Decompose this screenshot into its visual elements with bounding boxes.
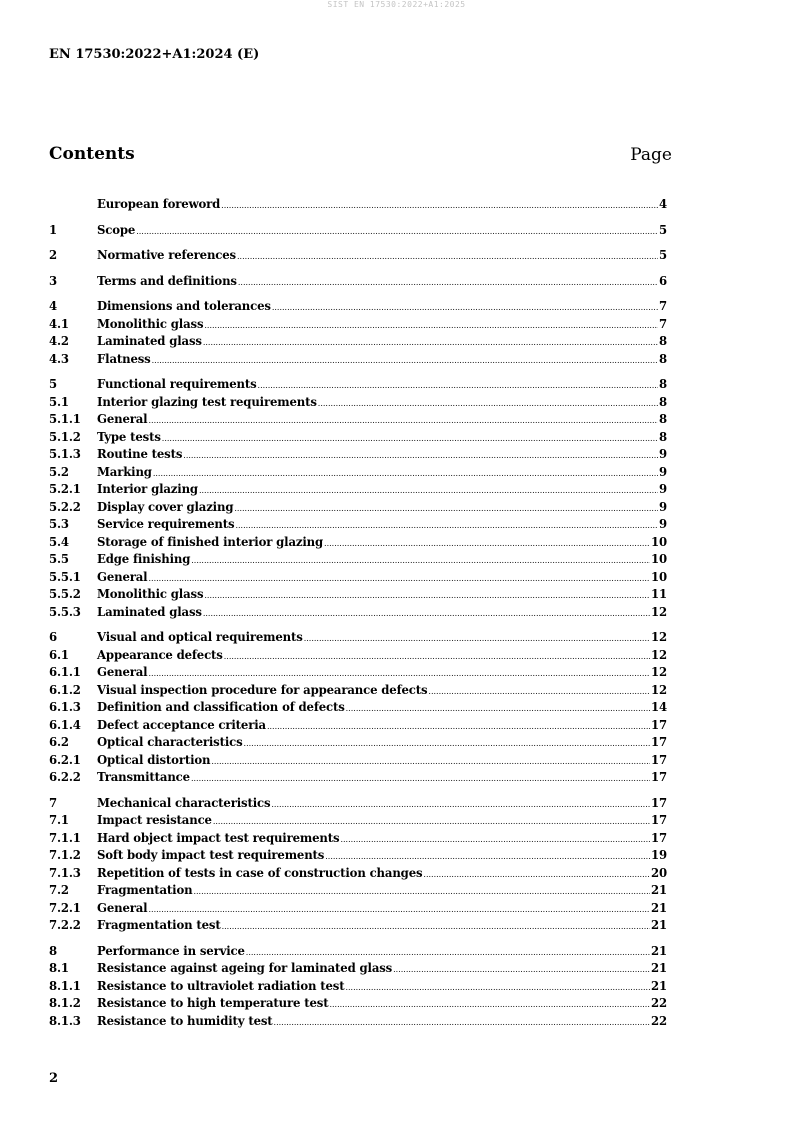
toc-dot-leader xyxy=(428,687,650,696)
toc-entry[interactable] xyxy=(49,447,667,465)
toc-entry-title[interactable]: Edge finishing xyxy=(97,552,191,566)
toc-entry-title[interactable]: Type tests xyxy=(97,429,161,444)
toc-entry-title[interactable]: Normative references xyxy=(97,248,236,262)
toc-entry-title[interactable]: Resistance to humidity test xyxy=(97,1013,273,1028)
toc-entry-number: 8.1.3 xyxy=(49,1013,81,1028)
toc-entry[interactable] xyxy=(49,517,667,535)
toc-entry[interactable] xyxy=(49,1014,667,1032)
toc-entry[interactable] xyxy=(49,395,667,413)
toc-section-group xyxy=(49,630,667,788)
toc-dot-leader xyxy=(211,757,650,766)
toc-entry-number: 7.2.2 xyxy=(49,918,81,932)
toc-entry[interactable] xyxy=(49,813,667,831)
toc-entry[interactable] xyxy=(49,587,667,605)
toc-entry-number: 7.2.1 xyxy=(49,900,81,915)
toc-dot-leader xyxy=(148,669,650,678)
toc-entry-title[interactable]: Functional requirements xyxy=(97,377,257,391)
toc-entry-page[interactable]: 12 xyxy=(651,665,667,679)
toc-entry-number: 5.1.2 xyxy=(49,429,81,444)
toc-entry-title[interactable]: Visual inspection procedure for appearance defects xyxy=(97,682,428,697)
toc-entry-title[interactable]: Soft body impact test requirements xyxy=(97,848,325,862)
toc-entry-title[interactable]: Marking xyxy=(97,464,152,479)
toc-entry-title[interactable]: Resistance to ultraviolet radiation test xyxy=(97,978,345,993)
toc-entry-title[interactable]: Fragmentation xyxy=(97,883,193,897)
toc-entry-number: 6.1.1 xyxy=(49,665,81,679)
toc-entry-title[interactable]: Repetition of tests in case of construction changes xyxy=(97,865,423,880)
toc-entry[interactable] xyxy=(49,718,667,736)
toc-dot-leader xyxy=(345,983,650,992)
toc-dot-leader xyxy=(346,704,650,713)
toc-entry-page[interactable]: 12 xyxy=(651,604,667,619)
toc-entry-page[interactable]: 8 xyxy=(659,334,667,348)
toc-entry-number: 6.1.4 xyxy=(49,717,81,732)
toc-dot-leader xyxy=(238,278,658,287)
toc-entry-number: 5.5.1 xyxy=(49,569,81,584)
toc-entry-page[interactable]: 20 xyxy=(651,865,667,880)
toc-dot-leader xyxy=(162,434,658,443)
toc-entry[interactable] xyxy=(49,979,667,997)
toc-dot-leader xyxy=(246,948,650,957)
toc-entry-number: 6.2.1 xyxy=(49,752,81,767)
toc-dot-leader xyxy=(423,870,650,879)
toc-dot-leader xyxy=(272,303,658,312)
toc-section-group xyxy=(49,377,667,622)
toc-entry-title[interactable]: Defect acceptance criteria xyxy=(97,717,266,732)
toc-entry-number: 6 xyxy=(49,630,57,644)
table-of-contents xyxy=(49,197,667,1031)
toc-entry-page[interactable]: 10 xyxy=(651,534,667,549)
toc-entry-number: 7.1.1 xyxy=(49,830,81,845)
toc-entry-page[interactable]: 17 xyxy=(651,752,667,767)
toc-entry[interactable] xyxy=(49,377,667,395)
toc-dot-leader xyxy=(271,800,650,809)
toc-entry-title[interactable]: General xyxy=(97,665,148,679)
toc-dot-leader xyxy=(191,774,650,783)
toc-entry-number: 4.1 xyxy=(49,316,69,331)
toc-entry[interactable] xyxy=(49,223,667,241)
toc-entry-title[interactable]: Performance in service xyxy=(97,943,245,958)
toc-entry-page[interactable]: 9 xyxy=(659,499,667,514)
toc-entry-page[interactable]: 21 xyxy=(651,900,667,915)
toc-entry-title[interactable]: Visual and optical requirements xyxy=(97,630,303,644)
toc-entry-title[interactable]: Appearance defects xyxy=(97,647,223,662)
toc-dot-leader xyxy=(234,504,658,513)
toc-entry[interactable] xyxy=(49,197,667,215)
toc-entry-page[interactable]: 9 xyxy=(659,447,667,461)
page-column-heading: Page xyxy=(630,145,672,165)
toc-entry[interactable] xyxy=(49,700,667,718)
toc-dot-leader xyxy=(191,556,650,565)
toc-dot-leader xyxy=(304,634,650,643)
toc-entry-title[interactable]: Resistance against ageing for laminated glass xyxy=(97,961,393,975)
toc-entry-title[interactable]: Impact resistance xyxy=(97,813,212,827)
toc-dot-leader xyxy=(136,227,658,236)
toc-entry-number: 5 xyxy=(49,377,57,391)
toc-entry-page[interactable]: 8 xyxy=(659,394,667,409)
toc-entry[interactable] xyxy=(49,248,667,266)
toc-entry-page[interactable]: 8 xyxy=(659,412,667,426)
toc-entry-page[interactable]: 9 xyxy=(659,517,667,531)
toc-entry-page[interactable]: 21 xyxy=(651,961,667,975)
toc-entry[interactable] xyxy=(49,883,667,901)
toc-dot-leader xyxy=(235,521,658,530)
toc-entry-title[interactable]: Storage of finished interior glazing xyxy=(97,534,324,549)
toc-entry-number: 2 xyxy=(49,248,57,262)
toc-dot-leader xyxy=(213,817,650,826)
toc-entry[interactable] xyxy=(49,648,667,666)
toc-entry-number: 1 xyxy=(49,222,57,237)
toc-section-group xyxy=(49,796,667,936)
toc-entry[interactable] xyxy=(49,831,667,849)
toc-entry-number: 7.2 xyxy=(49,883,69,897)
toc-entry-page[interactable]: 11 xyxy=(651,587,667,601)
contents-heading: Contents xyxy=(49,144,135,164)
toc-entry-title[interactable]: Optical characteristics xyxy=(97,735,243,749)
toc-dot-leader xyxy=(329,1000,650,1009)
toc-entry[interactable] xyxy=(49,961,667,979)
toc-dot-leader xyxy=(148,574,650,583)
toc-entry-number: 5.5 xyxy=(49,552,69,566)
toc-dot-leader xyxy=(221,201,658,210)
toc-entry-page[interactable]: 17 xyxy=(651,830,667,845)
toc-entry-page[interactable]: 22 xyxy=(651,996,667,1010)
toc-entry-page[interactable]: 14 xyxy=(651,700,667,714)
toc-entry-title[interactable]: Hard object impact test requirements xyxy=(97,830,340,845)
toc-entry-number: 6.2 xyxy=(49,735,69,749)
toc-entry[interactable] xyxy=(49,735,667,753)
toc-entry[interactable] xyxy=(49,535,667,553)
toc-entry-number: 4 xyxy=(49,299,57,313)
toc-entry-title[interactable]: European foreword xyxy=(97,197,221,211)
toc-entry[interactable] xyxy=(49,918,667,936)
toc-entry-page[interactable]: 21 xyxy=(651,978,667,993)
toc-dot-leader xyxy=(258,381,658,390)
toc-entry[interactable] xyxy=(49,299,667,317)
toc-entry-number: 5.4 xyxy=(49,534,69,549)
toc-entry[interactable] xyxy=(49,412,667,430)
toc-entry[interactable] xyxy=(49,482,667,500)
toc-section-group xyxy=(49,274,667,292)
toc-entry-page[interactable]: 10 xyxy=(651,569,667,584)
toc-entry-title[interactable]: General xyxy=(97,412,148,426)
toc-entry[interactable] xyxy=(49,683,667,701)
toc-entry[interactable] xyxy=(49,274,667,292)
toc-entry[interactable] xyxy=(49,500,667,518)
toc-entry[interactable] xyxy=(49,570,667,588)
toc-entry[interactable] xyxy=(49,317,667,335)
toc-entry-page[interactable]: 17 xyxy=(651,770,667,784)
toc-entry[interactable] xyxy=(49,866,667,884)
toc-dot-leader xyxy=(152,356,658,365)
toc-entry[interactable] xyxy=(49,753,667,771)
toc-dot-leader xyxy=(340,835,650,844)
toc-section-group xyxy=(49,299,667,369)
toc-dot-leader xyxy=(204,591,650,600)
toc-entry-number: 6.2.2 xyxy=(49,770,81,784)
toc-entry-number: 8 xyxy=(49,943,57,958)
toc-entry-number: 4.2 xyxy=(49,334,69,348)
toc-entry-number: 7 xyxy=(49,795,57,810)
toc-entry-title[interactable]: Interior glazing xyxy=(97,482,198,496)
toc-entry[interactable] xyxy=(49,334,667,352)
toc-section-group xyxy=(49,223,667,241)
toc-entry-number: 7.1.3 xyxy=(49,865,81,880)
toc-entry[interactable] xyxy=(49,352,667,370)
toc-entry-number: 5.2.2 xyxy=(49,499,81,514)
toc-entry[interactable] xyxy=(49,605,667,623)
toc-entry-number: 8.1.1 xyxy=(49,978,81,993)
toc-dot-leader xyxy=(203,609,650,618)
toc-entry-title[interactable]: Laminated glass xyxy=(97,334,202,348)
toc-entry-page[interactable]: 17 xyxy=(651,813,667,827)
toc-entry-page[interactable]: 5 xyxy=(659,222,667,237)
toc-entry-title[interactable]: General xyxy=(97,569,148,584)
toc-entry-number: 6.1 xyxy=(49,647,69,662)
toc-entry-number: 6.1.2 xyxy=(49,682,81,697)
toc-entry-title[interactable]: Display cover glazing xyxy=(97,499,234,514)
toc-dot-leader xyxy=(203,338,658,347)
toc-dot-leader xyxy=(325,852,650,861)
toc-entry-number: 5.2.1 xyxy=(49,482,81,496)
toc-entry[interactable] xyxy=(49,996,667,1014)
toc-entry-number: 5.3 xyxy=(49,517,69,531)
toc-entry-page[interactable]: 5 xyxy=(659,248,667,262)
toc-dot-leader xyxy=(148,905,650,914)
toc-dot-leader xyxy=(393,965,650,974)
toc-entry-page[interactable]: 8 xyxy=(659,377,667,391)
toc-entry-number: 6.1.3 xyxy=(49,700,81,714)
toc-entry-page[interactable]: 8 xyxy=(659,351,667,366)
toc-entry[interactable] xyxy=(49,944,667,962)
toc-entry-title[interactable]: Routine tests xyxy=(97,447,183,461)
toc-entry-title[interactable]: Dimensions and tolerances xyxy=(97,299,271,313)
toc-entry-title[interactable]: General xyxy=(97,900,148,915)
toc-entry-number: 4.3 xyxy=(49,351,69,366)
toc-entry[interactable] xyxy=(49,901,667,919)
page-number: 2 xyxy=(49,1071,59,1086)
toc-entry-number: 5.1 xyxy=(49,394,69,409)
toc-entry-page[interactable]: 21 xyxy=(651,943,667,958)
toc-entry-page[interactable]: 17 xyxy=(651,795,667,810)
toc-section-group xyxy=(49,197,667,215)
toc-dot-leader xyxy=(193,887,650,896)
toc-entry-page[interactable]: 12 xyxy=(651,682,667,697)
toc-entry-page[interactable]: 7 xyxy=(659,316,667,331)
toc-entry-page[interactable]: 17 xyxy=(651,735,667,749)
toc-entry-number: 5.1.1 xyxy=(49,412,81,426)
toc-dot-leader xyxy=(183,451,658,460)
toc-entry-title[interactable]: Laminated glass xyxy=(97,604,202,619)
toc-entry-title[interactable]: Flatness xyxy=(97,351,151,366)
toc-entry-page[interactable]: 9 xyxy=(659,482,667,496)
toc-entry-page[interactable]: 8 xyxy=(659,429,667,444)
toc-entry-page[interactable]: 21 xyxy=(651,883,667,897)
toc-entry-page[interactable]: 7 xyxy=(659,299,667,313)
toc-dot-leader xyxy=(274,1018,650,1027)
toc-dot-leader xyxy=(148,416,658,425)
toc-entry-number: 7.1 xyxy=(49,813,69,827)
toc-entry-number: 5.5.2 xyxy=(49,587,81,601)
toc-entry-page[interactable]: 6 xyxy=(659,273,667,288)
toc-entry[interactable] xyxy=(49,665,667,683)
toc-entry-number: 5.2 xyxy=(49,464,69,479)
toc-entry-page[interactable]: 21 xyxy=(651,918,667,932)
toc-entry-page[interactable]: 17 xyxy=(651,717,667,732)
toc-entry-title[interactable]: Fragmentation test xyxy=(97,918,221,932)
toc-dot-leader xyxy=(237,252,658,261)
toc-entry-number: 7.1.2 xyxy=(49,848,81,862)
toc-entry-page[interactable]: 9 xyxy=(659,464,667,479)
toc-entry-page[interactable]: 10 xyxy=(651,552,667,566)
toc-entry[interactable] xyxy=(49,770,667,788)
toc-entry-number: 5.5.3 xyxy=(49,604,81,619)
toc-entry-number: 5.1.3 xyxy=(49,447,81,461)
toc-entry[interactable] xyxy=(49,465,667,483)
toc-section-group xyxy=(49,944,667,1032)
toc-entry-page[interactable]: 19 xyxy=(651,848,667,862)
toc-dot-leader xyxy=(224,652,650,661)
toc-entry-title[interactable]: Monolithic glass xyxy=(97,316,204,331)
toc-entry[interactable] xyxy=(49,430,667,448)
toc-entry-page[interactable]: 12 xyxy=(651,647,667,662)
toc-dot-leader xyxy=(324,539,650,548)
toc-entry-title[interactable]: Interior glazing test requirements xyxy=(97,394,317,409)
toc-dot-leader xyxy=(222,922,650,931)
toc-entry-page[interactable]: 4 xyxy=(659,197,667,211)
toc-dot-leader xyxy=(204,321,658,330)
toc-entry-title[interactable]: Monolithic glass xyxy=(97,587,204,601)
toc-entry-title[interactable]: Scope xyxy=(97,222,136,237)
toc-dot-leader xyxy=(318,399,658,408)
watermark: SIST EN 17530:2022+A1:2025 xyxy=(327,0,466,9)
toc-entry[interactable] xyxy=(49,796,667,814)
toc-entry-number: 8.1.2 xyxy=(49,996,81,1010)
toc-dot-leader xyxy=(199,486,658,495)
toc-section-group xyxy=(49,248,667,266)
toc-dot-leader xyxy=(244,739,651,748)
toc-entry-title[interactable]: Terms and definitions xyxy=(97,273,237,288)
document-id: EN 17530:2022+A1:2024 (E) xyxy=(49,47,260,62)
toc-entry-page[interactable]: 12 xyxy=(651,630,667,644)
toc-entry-page[interactable]: 22 xyxy=(651,1013,667,1028)
toc-entry-title[interactable]: Transmittance xyxy=(97,770,190,784)
toc-entry-title[interactable]: Optical distortion xyxy=(97,752,211,767)
toc-entry-number: 3 xyxy=(49,273,57,288)
toc-dot-leader xyxy=(267,722,650,731)
toc-entry-title[interactable]: Definition and classification of defects xyxy=(97,700,345,714)
toc-entry-title[interactable]: Service requirements xyxy=(97,517,235,531)
toc-entry-number: 8.1 xyxy=(49,961,69,975)
toc-entry[interactable] xyxy=(49,848,667,866)
toc-dot-leader xyxy=(153,469,658,478)
toc-entry[interactable] xyxy=(49,552,667,570)
toc-entry-title[interactable]: Resistance to high temperature test xyxy=(97,996,329,1010)
toc-entry[interactable] xyxy=(49,630,667,648)
toc-entry-title[interactable]: Mechanical characteristics xyxy=(97,795,271,810)
